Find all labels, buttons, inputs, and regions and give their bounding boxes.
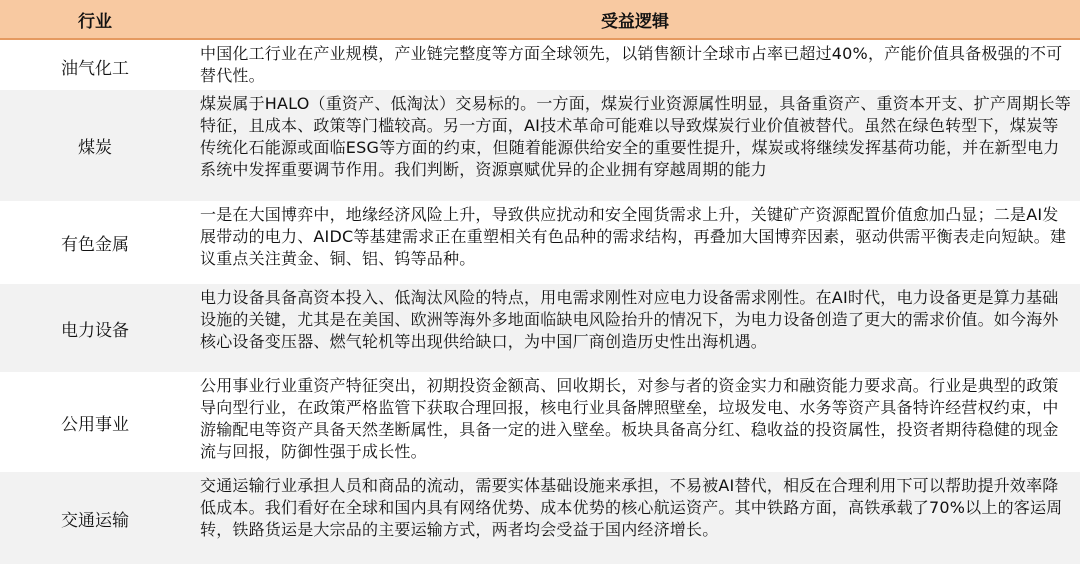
table-row xyxy=(0,284,1080,372)
row-logic: 交通运输行业承担人员和商品的流动，需要实体基础设施来承担，不易被AI替代，相反在合理利用下可以帮助提升效率降低成本。我们看好在全球和国内具有网络优势、成本优势的核心航运资产。其中铁路方面，高铁承载了70%以上的客运周转，铁路货运是大宗品的主要运输方式，两者均会受益于国内经济增长。 xyxy=(200,476,1063,539)
row-industry: 煤炭 xyxy=(78,138,112,158)
row-industry: 油气化工 xyxy=(61,58,129,79)
row-logic: 煤炭属于HALO（重资产、低淘汰）交易标的。一方面，煤炭行业资源属性明显，具备重资产、重资本开支、扩产周期长等特征，且成本、政策等门槛较高。另一方面，AI技术革命可能难以导致煤炭行业价值被替代。虽然在绿色转型下，煤炭等传统化石能源或面临ESG等方面的约束，但随着能源供给安全的重要性提升，煤炭或将继续发挥基荷功能，并在新型电力系统中发挥重要调节作用。我们判断，资源禀赋优异的企业拥有穿越周期的能力 xyxy=(200,94,1071,179)
row-industry: 公用事业 xyxy=(61,414,129,435)
table-row xyxy=(0,38,1080,92)
row-industry: 交通运输 xyxy=(61,510,129,531)
table-row xyxy=(0,372,1080,472)
row-logic: 一是在大国博弈中，地缘经济风险上升，导致供应扰动和安全囤货需求上升，关键矿产资源配置价值愈加凸显；二是AI发展带动的电力、AIDC等基建需求正在重塑相关有色品种的需求结构，再叠加大国博弈因素，驱动供需平衡表走向短缺。建议重点关注黄金、铜、铝、钨等品种。 xyxy=(200,205,1067,268)
row-industry: 有色金属 xyxy=(61,235,129,255)
table-row xyxy=(0,90,1080,201)
row-industry: 电力设备 xyxy=(61,320,129,341)
row-logic: 公用事业行业重资产特征突出，初期投资金额高、回收期长，对参与者的资金实力和融资能力要求高。行业是典型的政策导向型行业，在政策严格监管下获取合理回报，核电行业具备牌照壁垒，垃圾发电、水务等资产具备特许经营权约束，中游输配电等资产具备天然垄断属性，具备一定的进入壁垒。板块具备高分红、稳收益的投资属性，投资者期待稳健的现金流与回报，防御性强于成长性。 xyxy=(200,376,1059,461)
table-header xyxy=(0,0,1080,38)
table-row xyxy=(0,472,1080,564)
table-row xyxy=(0,201,1080,284)
row-logic: 电力设备具备高资本投入、低淘汰风险的特点，用电需求刚性对应电力设备需求刚性。在AI时代，电力设备更是算力基础设施的关键，尤其是在美国、欧洲等海外多地面临缺电风险抬升的情况下，为电力设备创造了更大的需求价值。如今海外核心设备变压器、燃气轮机等出现供给缺口，为中国厂商创造历史性出海机遇。 xyxy=(200,288,1059,351)
row-logic: 中国化工行业在产业规模，产业链完整度等方面全球领先，以销售额计全球市占率已超过40%，产能价值具备极强的不可替代性。 xyxy=(200,44,1063,85)
header-industry: 行业 xyxy=(78,11,112,32)
header-logic: 受益逻辑 xyxy=(601,11,669,32)
